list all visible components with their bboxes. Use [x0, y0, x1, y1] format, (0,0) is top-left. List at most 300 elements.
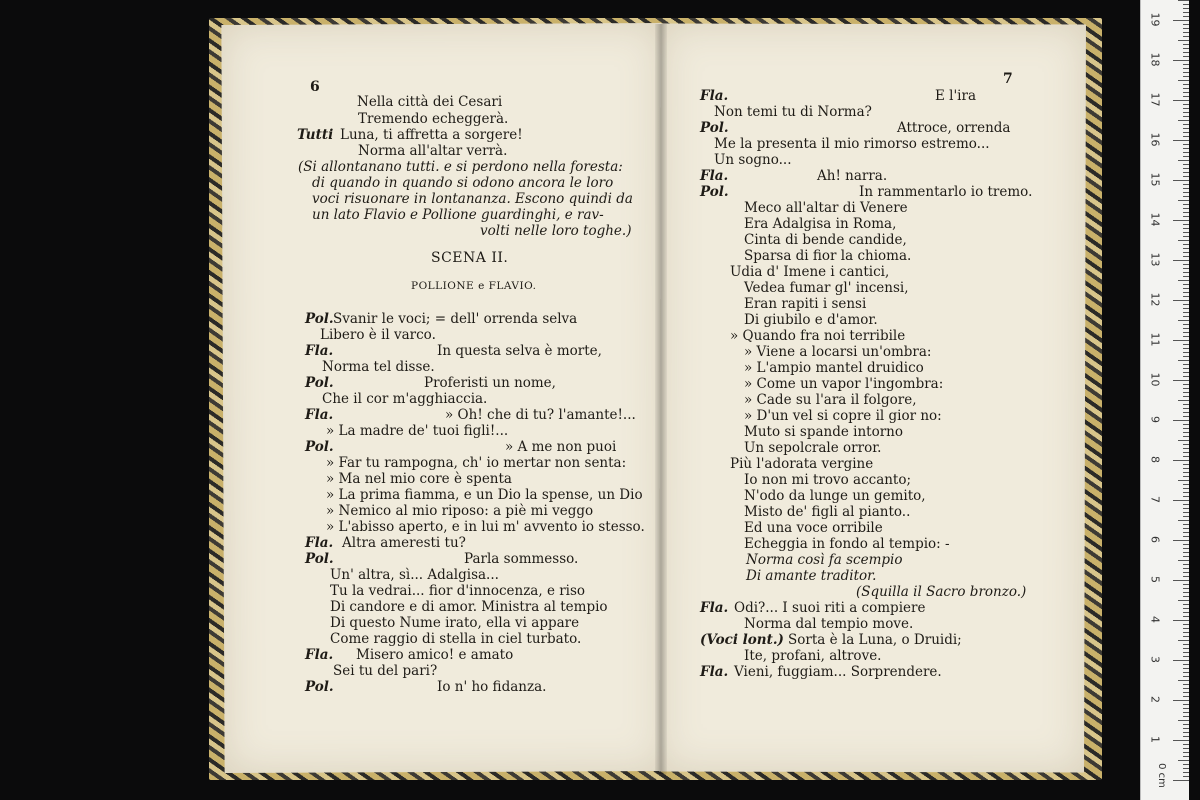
- right-page-speaker-label: Pol.: [700, 120, 729, 136]
- scene-characters: POLLIONE e FLAVIO.: [411, 280, 537, 292]
- ruler-tick: [1183, 336, 1189, 337]
- ruler-tick: [1183, 572, 1189, 573]
- ruler-tick: [1183, 456, 1189, 457]
- ruler-tick: [1183, 396, 1189, 397]
- left-page-text-line: » La prima fiamma, e un Dio la spense, un Dio: [326, 487, 643, 503]
- left-page-text-line: Proferisti un nome,: [424, 375, 556, 391]
- left-page-text-line: (Si allontanano tutti. e si perdono nella foresta:: [298, 159, 623, 175]
- ruler-tick: [1183, 692, 1189, 693]
- left-page-text-line: Come raggio di stella in ciel turbato.: [330, 631, 582, 647]
- ruler-tick: [1183, 492, 1189, 493]
- ruler-tick: [1183, 348, 1189, 349]
- right-page-text-line: E l'ira: [935, 88, 976, 104]
- ruler-tick: [1183, 664, 1189, 665]
- left-page-text-line: Un' altra, sì... Adalgisa...: [330, 567, 499, 583]
- ruler-tick: [1183, 416, 1189, 417]
- ruler-tick: [1178, 240, 1189, 241]
- ruler-tick: [1183, 672, 1189, 673]
- ruler-tick: [1183, 648, 1189, 649]
- ruler-tick: [1183, 112, 1189, 113]
- ruler-tick: [1183, 768, 1189, 769]
- ruler-tick: [1183, 476, 1189, 477]
- ruler-tick: [1183, 676, 1189, 677]
- ruler-tick: [1183, 772, 1189, 773]
- ruler-number: 16: [1148, 132, 1162, 147]
- ruler-tick: [1183, 16, 1189, 17]
- ruler-tick: [1183, 304, 1189, 305]
- ruler-tick: [1183, 168, 1189, 169]
- left-page-text-line: Libero è il varco.: [320, 327, 436, 343]
- right-page-text-line: Sorta è la Luna, o Druidi;: [788, 632, 962, 648]
- right-page-text-line: Udia d' Imene i cantici,: [730, 264, 890, 280]
- ruler-tick: [1173, 780, 1189, 781]
- right-page-text-line: Sparsa di fior la chioma.: [744, 248, 912, 264]
- ruler-number: 4: [1148, 616, 1162, 623]
- ruler-tick: [1173, 140, 1189, 141]
- ruler-number: 18: [1148, 52, 1162, 67]
- ruler-tick: [1178, 640, 1189, 641]
- ruler-tick: [1183, 64, 1189, 65]
- ruler-tick: [1183, 728, 1189, 729]
- ruler-tick: [1173, 260, 1189, 261]
- ruler-tick: [1183, 136, 1189, 137]
- ruler-tick: [1183, 636, 1189, 637]
- ruler-tick: [1183, 132, 1189, 133]
- right-page-text-line: Ed una voce orribile: [744, 520, 883, 536]
- ruler-tick: [1178, 80, 1189, 81]
- right-page-text-line: » Quando fra noi terribile: [730, 328, 906, 344]
- ruler-tick: [1183, 736, 1189, 737]
- right-page-text-line: » Come un vapor l'ingombra:: [744, 376, 944, 392]
- right-page-text-line: » D'un vel si copre il gior no:: [744, 408, 942, 424]
- left-page-text-line: » Far tu rampogna, ch' io mertar non senta:: [326, 455, 627, 471]
- left-page-text-line: » A me non puoi: [505, 439, 617, 455]
- ruler-tick: [1178, 120, 1189, 121]
- ruler-tick: [1183, 564, 1189, 565]
- ruler-tick: [1183, 308, 1189, 309]
- right-page-text-line: Echeggia in fondo al tempio: -: [744, 536, 950, 552]
- ruler-tick: [1183, 196, 1189, 197]
- ruler-tick: [1178, 160, 1189, 161]
- ruler-tick: [1183, 36, 1189, 37]
- ruler-tick: [1183, 708, 1189, 709]
- ruler-number: 19: [1148, 12, 1162, 27]
- ruler-tick: [1183, 544, 1189, 545]
- ruler-tick: [1173, 420, 1189, 421]
- ruler-tick: [1183, 96, 1189, 97]
- ruler-tick: [1183, 668, 1189, 669]
- ruler-tick: [1173, 300, 1189, 301]
- ruler-tick: [1183, 328, 1189, 329]
- ruler-tick: [1183, 276, 1189, 277]
- ruler-tick: [1178, 0, 1189, 1]
- ruler-tick: [1173, 620, 1189, 621]
- ruler-tick: [1183, 236, 1189, 237]
- ruler-tick: [1183, 344, 1189, 345]
- right-page-text-line: Norma così fa scempio: [746, 552, 903, 568]
- ruler-tick: [1183, 232, 1189, 233]
- ruler-number: 5: [1148, 576, 1162, 583]
- left-page-speaker-label: Pol.: [305, 311, 334, 327]
- ruler-tick: [1183, 724, 1189, 725]
- left-page-text-line: Luna, ti affretta a sorgere!: [340, 127, 523, 143]
- ruler-tick: [1183, 508, 1189, 509]
- left-page-text-line: voci risuonare in lontananza. Escono quindi da: [312, 191, 633, 207]
- ruler-tick: [1183, 72, 1189, 73]
- left-page-text-line: Norma tel disse.: [322, 359, 435, 375]
- ruler-tick: [1183, 392, 1189, 393]
- right-page-text-line: Odi?... I suoi riti a compiere: [734, 600, 926, 616]
- ruler-tick: [1183, 604, 1189, 605]
- left-page-text-line: Tu la vedrai... fior d'innocenza, e riso: [330, 583, 586, 599]
- ruler-tick: [1183, 356, 1189, 357]
- ruler-tick: [1183, 608, 1189, 609]
- ruler-tick: [1183, 188, 1189, 189]
- right-page-text-line: » Cade su l'ara il folgore,: [744, 392, 917, 408]
- ruler-tick: [1183, 56, 1189, 57]
- ruler-tick: [1183, 624, 1189, 625]
- ruler-tick: [1173, 220, 1189, 221]
- ruler-tick: [1183, 116, 1189, 117]
- ruler-tick: [1173, 340, 1189, 341]
- right-page-text-line: Ite, profani, altrove.: [744, 648, 882, 664]
- ruler-tick: [1183, 44, 1189, 45]
- ruler-tick: [1183, 372, 1189, 373]
- left-page-text-line: Sei tu del pari?: [333, 663, 438, 679]
- left-page-text-line: di quando in quando si odono ancora le loro: [312, 175, 614, 191]
- ruler-tick: [1178, 560, 1189, 561]
- ruler-tick: [1183, 312, 1189, 313]
- ruler-tick: [1183, 256, 1189, 257]
- ruler-tick: [1183, 764, 1189, 765]
- ruler-tick: [1183, 32, 1189, 33]
- ruler-tick: [1178, 360, 1189, 361]
- ruler-tick: [1183, 368, 1189, 369]
- ruler-tick: [1183, 144, 1189, 145]
- ruler-tick: [1183, 272, 1189, 273]
- ruler-tick: [1183, 744, 1189, 745]
- ruler-tick: [1183, 148, 1189, 149]
- ruler-tick: [1183, 88, 1189, 89]
- left-page-text-line: Svanir le voci; = dell' orrenda selva: [333, 311, 578, 327]
- ruler-tick: [1183, 612, 1189, 613]
- ruler-tick: [1183, 324, 1189, 325]
- left-page-speaker-label: Pol.: [305, 551, 334, 567]
- ruler-tick: [1183, 432, 1189, 433]
- right-page-number: 7: [1003, 71, 1013, 87]
- ruler-tick: [1178, 480, 1189, 481]
- ruler-tick: [1183, 444, 1189, 445]
- ruler-tick: [1183, 352, 1189, 353]
- ruler-tick: [1183, 208, 1189, 209]
- ruler-tick: [1183, 384, 1189, 385]
- ruler-tick: [1178, 720, 1189, 721]
- ruler-tick: [1183, 376, 1189, 377]
- ruler-tick: [1183, 156, 1189, 157]
- ruler-tick: [1183, 496, 1189, 497]
- right-page-text-line: In rammentarlo io tremo.: [859, 184, 1033, 200]
- ruler-tick: [1183, 248, 1189, 249]
- ruler-number: 7: [1148, 496, 1162, 503]
- ruler-tick: [1183, 684, 1189, 685]
- right-page-speaker-label: Fla.: [700, 168, 729, 184]
- ruler-tick: [1183, 128, 1189, 129]
- ruler-tick: [1183, 452, 1189, 453]
- ruler-tick: [1183, 48, 1189, 49]
- right-page-text-line: Attroce, orrenda: [897, 120, 1011, 136]
- ruler-tick: [1183, 596, 1189, 597]
- right-page-text-line: » Viene a locarsi un'ombra:: [744, 344, 932, 360]
- ruler-tick: [1183, 528, 1189, 529]
- ruler-tick: [1183, 712, 1189, 713]
- right-page-speaker-label: Fla.: [700, 600, 729, 616]
- ruler-tick: [1178, 520, 1189, 521]
- right-page-text-line: N'odo da lunge un gemito,: [744, 488, 926, 504]
- ruler-number: 14: [1148, 212, 1162, 227]
- ruler-tick: [1183, 472, 1189, 473]
- left-page-speaker-label: Tutti: [297, 127, 334, 143]
- right-page-text-line: Io non mi trovo accanto;: [744, 472, 912, 488]
- ruler-tick: [1178, 440, 1189, 441]
- right-page-text-line: Non temi tu di Norma?: [714, 104, 872, 120]
- ruler-tick: [1183, 124, 1189, 125]
- ruler-tick: [1183, 332, 1189, 333]
- ruler-tick: [1183, 84, 1189, 85]
- right-page-text-line: Un sepolcrale orror.: [744, 440, 882, 456]
- ruler-tick: [1183, 244, 1189, 245]
- right-page-text-line: Cinta di bende candide,: [744, 232, 907, 248]
- right-page-text-line: Muto si spande intorno: [744, 424, 903, 440]
- left-page-text-line: » L'abisso aperto, e in lui m' avvento io stesso.: [326, 519, 645, 535]
- scene-title: SCENA II.: [431, 250, 509, 266]
- left-page-number: 6: [310, 79, 320, 95]
- right-page-text-line: Eran rapiti i sensi: [744, 296, 867, 312]
- left-page-text-line: un lato Flavio e Pollione guardinghi, e rav-: [312, 207, 604, 223]
- left-page-speaker-label: Fla.: [305, 647, 334, 663]
- right-page-text-line: Meco all'altar di Venere: [744, 200, 908, 216]
- ruler-tick: [1183, 92, 1189, 93]
- ruler-tick: [1178, 200, 1189, 201]
- left-page-text-line: » Oh! che di tu? l'amante!...: [445, 407, 636, 423]
- ruler-tick: [1183, 292, 1189, 293]
- ruler-tick: [1183, 224, 1189, 225]
- ruler-tick: [1173, 540, 1189, 541]
- ruler-tick: [1183, 468, 1189, 469]
- ruler-tick: [1178, 40, 1189, 41]
- ruler-tick: [1178, 320, 1189, 321]
- left-page-text-line: » Nemico al mio riposo: a piè mi veggo: [326, 503, 594, 519]
- right-page-text-line: Norma dal tempio move.: [744, 616, 914, 632]
- right-page-text-line: Misto de' figli al pianto..: [744, 504, 911, 520]
- ruler-tick: [1183, 548, 1189, 549]
- ruler-tick: [1183, 556, 1189, 557]
- ruler-tick: [1183, 524, 1189, 525]
- ruler-tick: [1183, 504, 1189, 505]
- ruler-tick: [1183, 8, 1189, 9]
- ruler-number: 12: [1148, 292, 1162, 307]
- ruler-tick: [1183, 364, 1189, 365]
- ruler-number: 10: [1148, 372, 1162, 387]
- ruler-tick: [1183, 512, 1189, 513]
- ruler-tick: [1183, 552, 1189, 553]
- right-page-text-line: Di amante traditor.: [746, 568, 877, 584]
- ruler-tick: [1183, 592, 1189, 593]
- left-page-speaker-label: Pol.: [305, 375, 334, 391]
- ruler-tick: [1183, 632, 1189, 633]
- ruler-number: 3: [1148, 656, 1162, 663]
- right-page-text-line: Ah! narra.: [817, 168, 888, 184]
- ruler-tick: [1178, 760, 1189, 761]
- right-page-text-line: Me la presenta il mio rimorso estremo...: [714, 136, 990, 152]
- left-page-text-line: volti nelle loro toghe.): [480, 223, 632, 239]
- book-gutter: [655, 24, 667, 774]
- left-page-text-line: Di candore e di amor. Ministra al tempio: [330, 599, 608, 615]
- ruler-tick: [1183, 104, 1189, 105]
- ruler-tick: [1173, 580, 1189, 581]
- ruler-tick: [1173, 60, 1189, 61]
- ruler-tick: [1173, 700, 1189, 701]
- ruler-tick: [1183, 164, 1189, 165]
- ruler-tick: [1173, 660, 1189, 661]
- left-page-text-line: Misero amico! e amato: [356, 647, 514, 663]
- ruler-tick: [1183, 152, 1189, 153]
- ruler-tick: [1183, 656, 1189, 657]
- ruler-tick: [1183, 488, 1189, 489]
- ruler-tick: [1183, 296, 1189, 297]
- ruler-tick: [1183, 584, 1189, 585]
- ruler-tick: [1183, 204, 1189, 205]
- left-page-text-line: » La madre de' tuoi figli!...: [326, 423, 509, 439]
- ruler-tick: [1183, 268, 1189, 269]
- ruler-tick: [1183, 424, 1189, 425]
- left-page-text-line: Altra ameresti tu?: [342, 535, 466, 551]
- ruler-tick: [1183, 448, 1189, 449]
- ruler-tick: [1183, 428, 1189, 429]
- ruler-number: 8: [1148, 456, 1162, 463]
- ruler-tick: [1183, 752, 1189, 753]
- right-page-text-line: Vieni, fuggiam... Sorprendere.: [734, 664, 942, 680]
- ruler-tick: [1183, 412, 1189, 413]
- ruler-number: 13: [1148, 252, 1162, 267]
- ruler-tick: [1178, 680, 1189, 681]
- ruler-tick: [1183, 688, 1189, 689]
- ruler-tick: [1183, 576, 1189, 577]
- right-page-speaker-label: (Voci lont.): [700, 632, 784, 648]
- ruler-tick: [1183, 644, 1189, 645]
- ruler-tick: [1183, 696, 1189, 697]
- ruler-tick: [1183, 288, 1189, 289]
- ruler-tick: [1183, 184, 1189, 185]
- ruler-tick: [1173, 180, 1189, 181]
- ruler-tick: [1183, 616, 1189, 617]
- ruler-number: 17: [1148, 92, 1162, 107]
- ruler-unit-label: 0 cm: [1155, 763, 1167, 788]
- right-page-text-line: (Squilla il Sacro bronzo.): [856, 584, 1027, 600]
- right-page-text-line: Più l'adorata vergine: [730, 456, 874, 472]
- ruler-tick: [1173, 500, 1189, 501]
- ruler-tick: [1183, 172, 1189, 173]
- ruler-tick: [1183, 532, 1189, 533]
- measurement-ruler: [1140, 0, 1189, 800]
- ruler-tick: [1183, 436, 1189, 437]
- ruler-tick: [1183, 264, 1189, 265]
- ruler-tick: [1183, 628, 1189, 629]
- right-page-text-line: » L'ampio mantel druidico: [744, 360, 924, 376]
- ruler-tick: [1178, 400, 1189, 401]
- ruler-tick: [1183, 216, 1189, 217]
- ruler-number: 6: [1148, 536, 1162, 543]
- ruler-tick: [1183, 12, 1189, 13]
- ruler-number: 2: [1148, 696, 1162, 703]
- ruler-tick: [1183, 388, 1189, 389]
- ruler-tick: [1183, 484, 1189, 485]
- ruler-tick: [1183, 516, 1189, 517]
- left-page-speaker-label: Fla.: [305, 535, 334, 551]
- ruler-tick: [1183, 108, 1189, 109]
- ruler-tick: [1178, 600, 1189, 601]
- left-page-speaker-label: Fla.: [305, 407, 334, 423]
- ruler-tick: [1173, 380, 1189, 381]
- ruler-tick: [1173, 740, 1189, 741]
- ruler-tick: [1173, 100, 1189, 101]
- left-page-text-line: Tremendo echeggerà.: [358, 111, 509, 127]
- left-page-speaker-label: Fla.: [305, 343, 334, 359]
- ruler-tick: [1183, 52, 1189, 53]
- ruler-tick: [1183, 252, 1189, 253]
- ruler-tick: [1183, 192, 1189, 193]
- ruler-tick: [1183, 464, 1189, 465]
- ruler-tick: [1183, 68, 1189, 69]
- ruler-tick: [1183, 408, 1189, 409]
- ruler-tick: [1183, 284, 1189, 285]
- ruler-tick: [1178, 280, 1189, 281]
- ruler-tick: [1183, 756, 1189, 757]
- left-page-speaker-label: Pol.: [305, 679, 334, 695]
- ruler-tick: [1183, 704, 1189, 705]
- ruler-tick: [1183, 716, 1189, 717]
- left-page-text-line: Di questo Nume irato, ella vi appare: [330, 615, 580, 631]
- left-page-text-line: Io n' ho fidanza.: [437, 679, 547, 695]
- ruler-tick: [1183, 176, 1189, 177]
- ruler-tick: [1183, 316, 1189, 317]
- ruler-tick: [1183, 652, 1189, 653]
- left-page-text-line: Parla sommesso.: [464, 551, 579, 567]
- right-page-speaker-label: Fla.: [700, 88, 729, 104]
- ruler-tick: [1183, 4, 1189, 5]
- ruler-number: 11: [1148, 332, 1162, 347]
- right-page-text-line: Di giubilo e d'amor.: [744, 312, 878, 328]
- right-page-text-line: Era Adalgisa in Roma,: [744, 216, 897, 232]
- left-page-text-line: In questa selva è morte,: [437, 343, 602, 359]
- ruler-tick: [1183, 536, 1189, 537]
- ruler-tick: [1183, 732, 1189, 733]
- ruler-tick: [1173, 460, 1189, 461]
- ruler-tick: [1183, 748, 1189, 749]
- right-page-speaker-label: Pol.: [700, 184, 729, 200]
- right-page-text-line: Vedea fumar gl' incensi,: [744, 280, 909, 296]
- ruler-tick: [1183, 76, 1189, 77]
- right-page-text-line: Un sogno...: [714, 152, 792, 168]
- ruler-tick: [1183, 28, 1189, 29]
- ruler-tick: [1183, 568, 1189, 569]
- ruler-number: 9: [1148, 416, 1162, 423]
- ruler-tick: [1183, 776, 1189, 777]
- left-page-text-line: Nella città dei Cesari: [357, 94, 503, 110]
- left-page-speaker-label: Pol.: [305, 439, 334, 455]
- ruler-tick: [1183, 404, 1189, 405]
- left-page-text-line: Norma all'altar verrà.: [358, 143, 508, 159]
- ruler-tick: [1183, 212, 1189, 213]
